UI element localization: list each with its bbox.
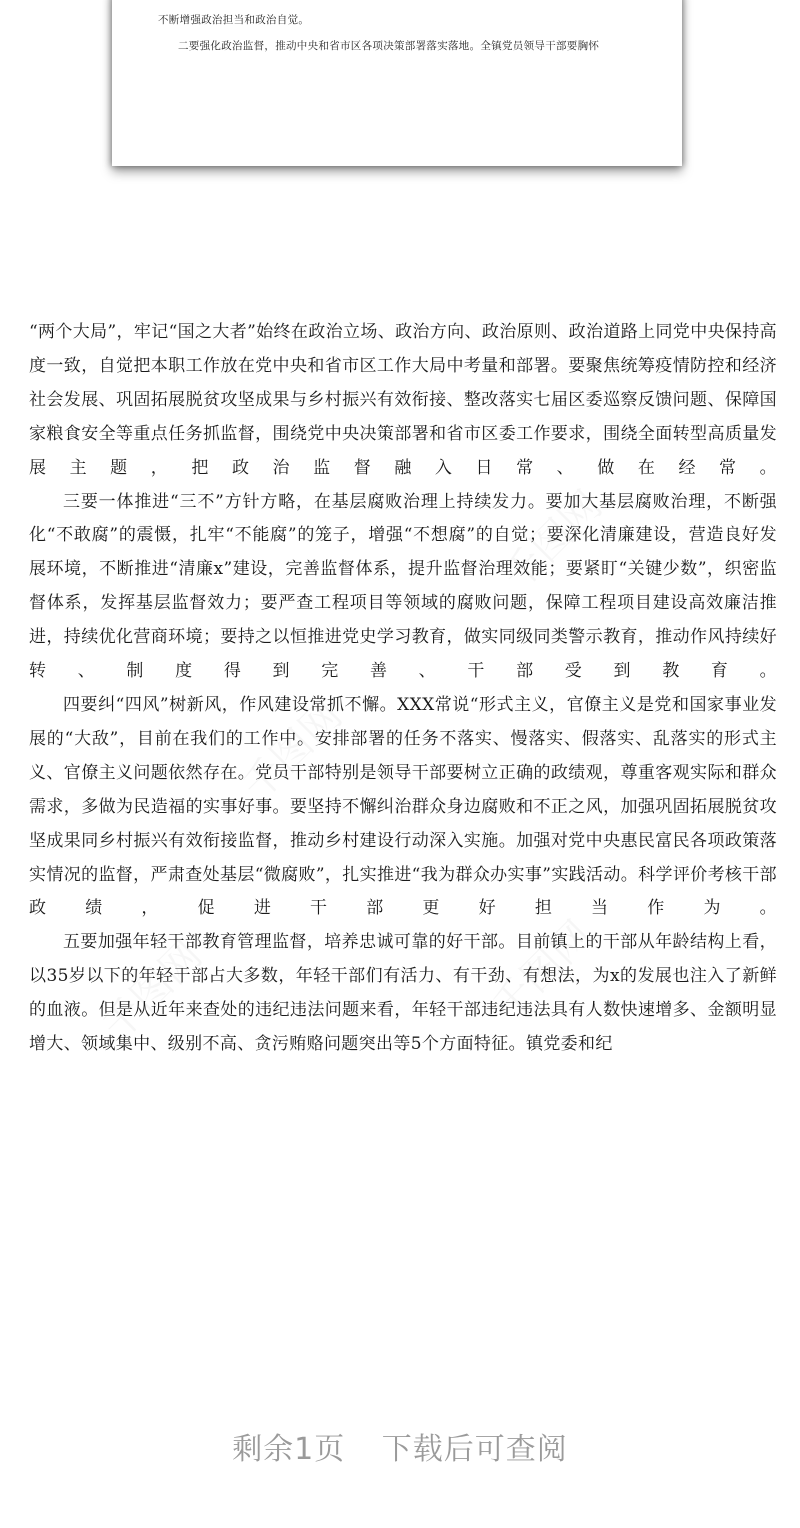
- download-prompt-button[interactable]: 剩余1页 下载后可查阅: [232, 1432, 568, 1467]
- paragraph: “两个大局”，牢记“国之大者”始终在政治立场、政治方向、政治原则、政治道路上同党中央保持高度一致，自觉把本职工作放在党中央和省市区工作大局中考量和部署。要聚焦统筹疫情防控和经济社会发展、巩固拓展脱贫攻坚成果与乡村振兴有效衔接、整改落实七届区委巡察反馈问题、保障国家粮食安全等重点任务抓监督，围绕党中央决策部署和省市区委工作要求，围绕全面转型高质量发展主题，把政治监督融入日常、做在经常。: [29, 322, 777, 478]
- document-page-preview: [112, 0, 682, 166]
- preview-text-line: 二要强化政治监督，推动中央和省市区各项决策部署落实落地。全镇党员领导干部要胸怀: [178, 40, 600, 52]
- article-body: [29, 316, 777, 1062]
- paragraph: 五要加强年轻干部教育管理监督，培养忠诚可靠的好干部。目前镇上的干部从年龄结构上看，以35岁以下的年轻干部占大多数，年轻干部们有活力、有干劲、有想法，为x的发展也注入了新鲜的血液。但是从近年来查处的违纪违法问题来看，年轻干部违纪违法具有人数快速增多、金额明显增大、领域集中、级别不高、贪污贿赂问题突出等5个方面特征。镇党委和纪: [29, 932, 777, 1055]
- paragraph: 三要一体推进“三不”方针方略，在基层腐败治理上持续发力。要加大基层腐败治理，不断强化“不敢腐”的震慑，扎牢“不能腐”的笼子，增强“不想腐”的自觉；要深化清廉建设，营造良好发展环境，不断推进“清廉x”建设，完善监督体系，提升监督治理效能；要紧盯“关键少数”，织密监督体系，发挥基层监督效力；要严查工程项目等领域的腐败问题，保障工程项目建设高效廉洁推进，持续优化营商环境；要持之以恒推进党史学习教育，做实同级同类警示教育，推动作风持续好转、制度得到完善、干部受到教育。: [29, 491, 777, 682]
- preview-text-line: 不断增强政治担当和政治自觉。: [158, 14, 310, 26]
- paragraph: 四要纠“四风”树新风，作风建设常抓不懈。XXX常说“形式主义，官僚主义是党和国家事业发展的“大敌”，目前在我们的工作中。安排部署的任务不落实、慢落实、假落实、乱落实的形式主义、官僚主义问题依然存在。党员干部特别是领导干部要树立正确的政绩观，尊重客观实际和群众需求，多做为民造福的实事好事。要坚持不懈纠治群众身边腐败和不正之风，加强巩固拓展脱贫攻坚成果同乡村振兴有效衔接监督，推动乡村建设行动深入实施。加强对党中央惠民富民各项政策落实情况的监督，严肃查处基层“微腐败”，扎实推进“我为群众办实事”实践活动。科学评价考核干部政绩，促进干部更好担当作为。: [29, 694, 777, 919]
